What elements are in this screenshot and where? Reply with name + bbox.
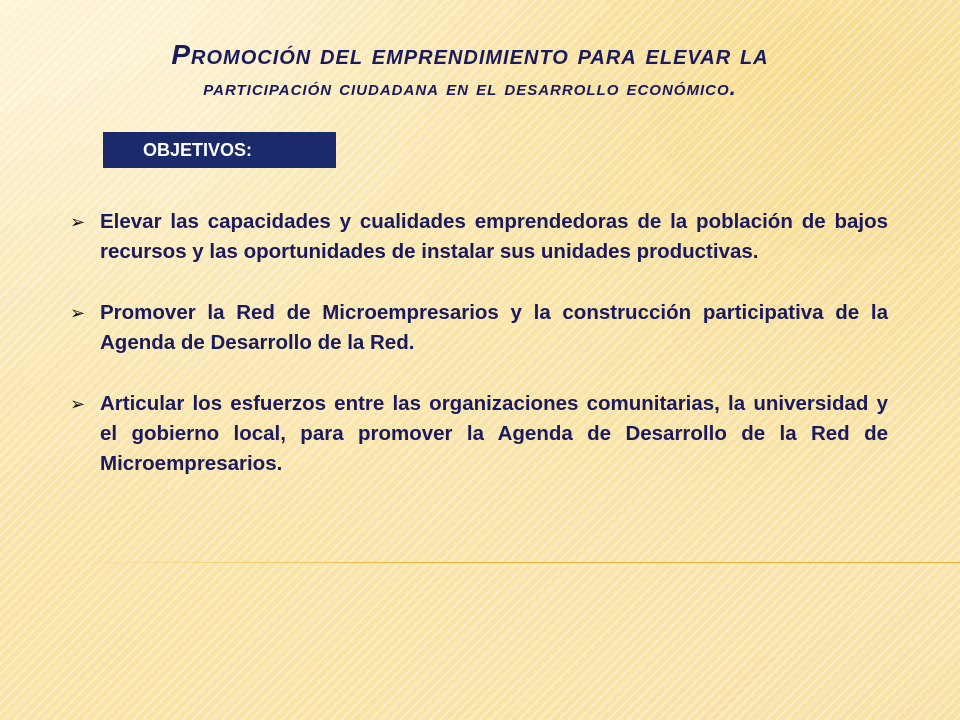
arrow-right-icon: ➢ <box>70 212 86 232</box>
bullet-text: Articular los esfuerzos entre las organizaciones comunitarias, la universidad y el gobierno local, para promover la Agenda de Desarrollo de la Red de Microempresarios. <box>100 392 888 475</box>
title-line-1: Promoción del emprendimiento para elevar la <box>171 39 769 70</box>
list-item <box>70 207 888 267</box>
objectives-list <box>70 207 888 510</box>
arrow-right-icon: ➢ <box>70 303 86 323</box>
list-item <box>70 389 888 479</box>
bullet-text: Promover la Red de Microempresarios y la construcción participativa de la Agenda de Desarrollo de la Red. <box>100 301 888 354</box>
page-title <box>30 38 910 104</box>
title-line-2: participación ciudadana en el desarrollo económico. <box>203 75 737 100</box>
list-item <box>70 298 888 358</box>
divider-line <box>80 562 960 563</box>
objectives-label: OBJETIVOS: <box>103 132 336 168</box>
arrow-right-icon: ➢ <box>70 394 86 414</box>
bullet-text: Elevar las capacidades y cualidades emprendedoras de la población de bajos recursos y las oportunidades de instalar sus unidades productivas. <box>100 210 888 263</box>
